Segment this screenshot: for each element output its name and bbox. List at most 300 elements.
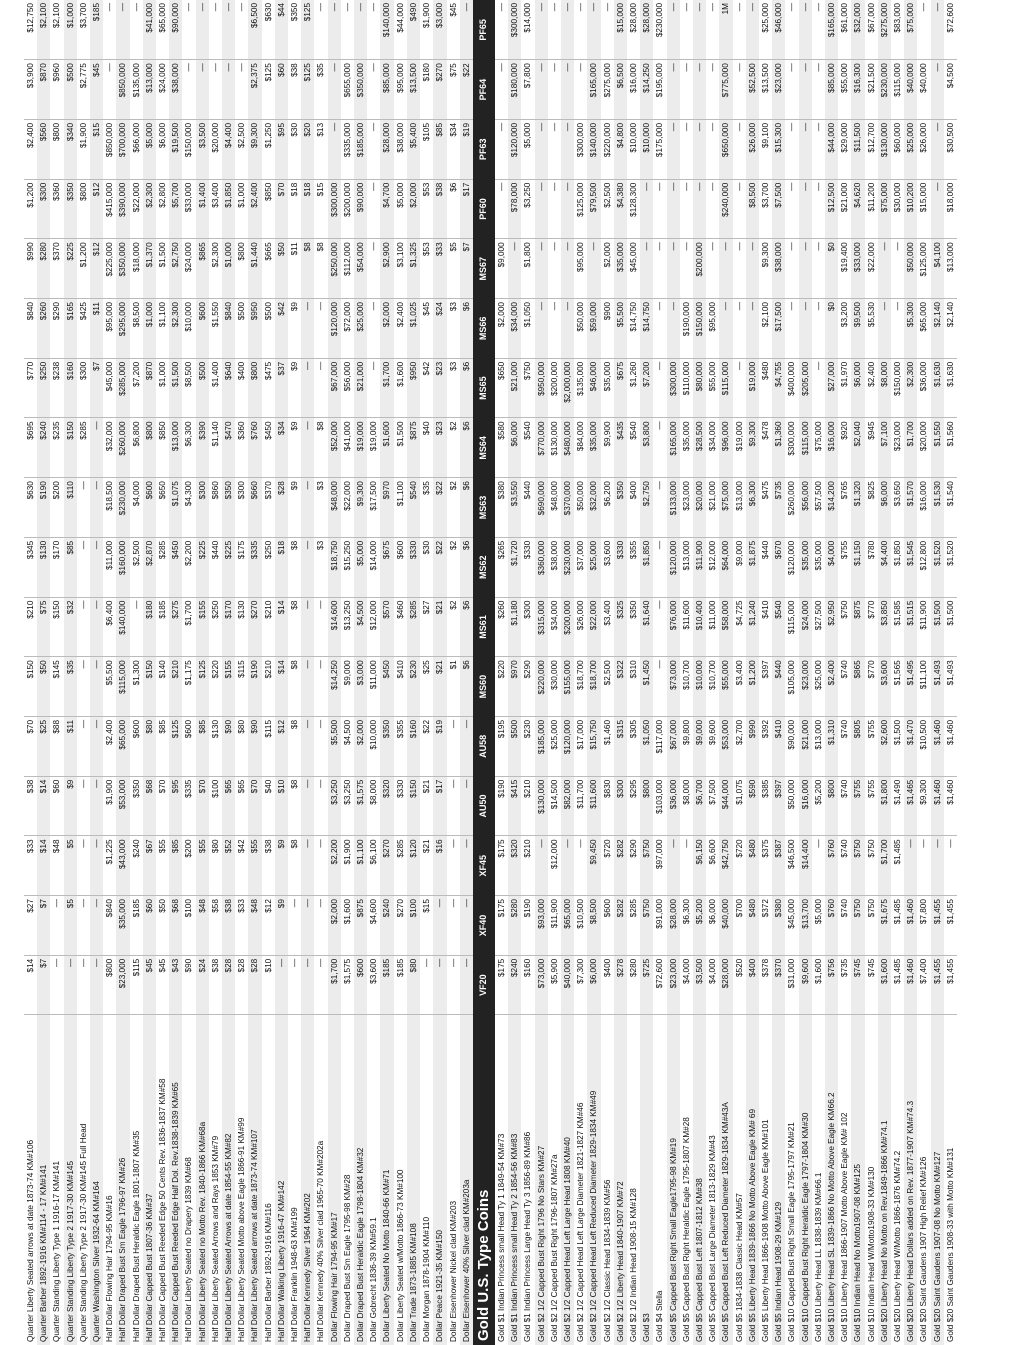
price-cell: $45 bbox=[90, 60, 103, 120]
price-cell: $45,000 bbox=[785, 896, 798, 956]
price-cell: — bbox=[535, 60, 548, 120]
price-cell: $5,000 bbox=[521, 119, 534, 179]
price-cell: $25,000 bbox=[812, 657, 825, 717]
price-cell: $14,250 bbox=[328, 657, 341, 717]
price-cell: $230,000 bbox=[561, 537, 574, 597]
price-cell: $3,700 bbox=[759, 179, 772, 239]
price-cell: $27,000 bbox=[825, 358, 838, 418]
table-row bbox=[248, 0, 261, 1345]
price-cell: $300 bbox=[235, 478, 248, 538]
price-cell: — bbox=[354, 0, 367, 60]
price-cell: — bbox=[420, 955, 433, 1015]
price-cell: $60,000 bbox=[891, 119, 904, 179]
price-cell: $110,000 bbox=[680, 358, 693, 418]
price-cell: $6 bbox=[460, 657, 473, 717]
price-cell: $4,000 bbox=[825, 537, 838, 597]
price-cell: $9,900 bbox=[601, 418, 614, 478]
price-cell: $185 bbox=[90, 0, 103, 60]
price-cell: $385 bbox=[759, 776, 772, 836]
table-row bbox=[24, 0, 37, 1345]
table-row bbox=[394, 0, 407, 1345]
price-cell: $450 bbox=[380, 657, 393, 717]
table-row bbox=[667, 0, 680, 1345]
price-cell: $145 bbox=[50, 657, 63, 717]
price-cell: $95,000 bbox=[574, 239, 587, 299]
price-cell: $14 bbox=[37, 836, 50, 896]
price-cell: $125,000 bbox=[574, 179, 587, 239]
price-cell: $392 bbox=[759, 716, 772, 776]
price-cell: $75,000 bbox=[812, 418, 825, 478]
coin-name-cell: Gold $2 1/2 Capped Bust Right 1796-1807 KM#27a bbox=[549, 1154, 559, 1342]
price-cell: $9,300 bbox=[746, 418, 759, 478]
price-cell: — bbox=[812, 299, 825, 359]
price-cell: $23,000 bbox=[680, 478, 693, 538]
price-cell: $5,200 bbox=[812, 776, 825, 836]
price-cell: $2,000 bbox=[495, 299, 508, 359]
price-cell: $390 bbox=[196, 418, 209, 478]
price-cell: — bbox=[508, 239, 521, 299]
price-cell: $42,750 bbox=[719, 836, 732, 896]
price-cell: $14,200 bbox=[825, 478, 838, 538]
table-row bbox=[380, 0, 393, 1345]
price-cell: $2,300 bbox=[169, 299, 182, 359]
price-cell: $200,000 bbox=[548, 358, 561, 418]
price-cell: $150 bbox=[24, 657, 37, 717]
price-cell: $600 bbox=[182, 716, 195, 776]
price-cell: $220,000 bbox=[535, 657, 548, 717]
price-cell: — bbox=[314, 896, 327, 956]
price-cell: $370 bbox=[50, 239, 63, 299]
price-cell: $210 bbox=[521, 776, 534, 836]
price-cell: $175 bbox=[495, 955, 508, 1015]
price-cell: $96,000 bbox=[719, 418, 732, 478]
price-cell: $160 bbox=[64, 358, 77, 418]
price-cell: $41,000 bbox=[143, 0, 156, 60]
price-cell: $31,000 bbox=[785, 955, 798, 1015]
price-cell: $6,500 bbox=[248, 0, 261, 60]
price-cell: $1,560 bbox=[944, 418, 957, 478]
price-cell: $9,300 bbox=[917, 776, 930, 836]
price-cell: $33 bbox=[24, 836, 37, 896]
price-cell: $720 bbox=[733, 836, 746, 896]
price-cell: $355 bbox=[394, 716, 407, 776]
price-cell: $5 bbox=[64, 896, 77, 956]
price-cell: $33 bbox=[235, 896, 248, 956]
price-cell: $12,700 bbox=[865, 119, 878, 179]
price-cell: $3,900 bbox=[24, 60, 37, 120]
price-cell: $840 bbox=[222, 299, 235, 359]
price-cell: $5,500 bbox=[103, 657, 116, 717]
price-cell: $9,600 bbox=[706, 716, 719, 776]
price-cell: $155 bbox=[196, 597, 209, 657]
price-cell: $6 bbox=[460, 299, 473, 359]
price-cell: $1,700 bbox=[380, 358, 393, 418]
price-cell: $180,000 bbox=[508, 60, 521, 120]
price-cell: — bbox=[653, 657, 666, 717]
price-cell: $35,000 bbox=[812, 537, 825, 597]
price-cell: $350 bbox=[130, 776, 143, 836]
table-row bbox=[851, 0, 864, 1345]
price-cell: $285 bbox=[156, 537, 169, 597]
price-cell: $80 bbox=[209, 836, 222, 896]
price-cell: $1,500 bbox=[891, 716, 904, 776]
price-cell: — bbox=[812, 179, 825, 239]
price-cell: $23,000 bbox=[799, 657, 812, 717]
price-cell: $35,000 bbox=[799, 537, 812, 597]
price-cell: — bbox=[367, 299, 380, 359]
price-cell: — bbox=[944, 836, 957, 896]
price-cell: $38 bbox=[262, 836, 275, 896]
price-cell: $1,900 bbox=[341, 836, 354, 896]
price-cell: — bbox=[275, 955, 288, 1015]
price-cell: $79,500 bbox=[587, 179, 600, 239]
price-cell: $478 bbox=[759, 418, 772, 478]
table-row bbox=[275, 0, 288, 1345]
price-cell: $1,400 bbox=[196, 179, 209, 239]
price-cell: — bbox=[548, 119, 561, 179]
price-cell: $740 bbox=[838, 657, 851, 717]
price-cell: $67,000 bbox=[328, 358, 341, 418]
table-row bbox=[50, 0, 63, 1345]
coin-name-cell: Gold $5 1834-1838 Classic Head KM#57 bbox=[734, 1193, 744, 1342]
price-cell: $40 bbox=[420, 418, 433, 478]
price-cell: — bbox=[130, 0, 143, 60]
price-cell: $2,500 bbox=[235, 119, 248, 179]
price-cell: $260 bbox=[495, 597, 508, 657]
price-cell: $22 bbox=[433, 478, 446, 538]
coin-name-cell: Gold $10 Indian Head W/Motto1908-33 KM#130 bbox=[866, 1166, 876, 1342]
price-cell: $28,000 bbox=[380, 119, 393, 179]
price-cell: $2,600 bbox=[878, 716, 891, 776]
price-cell: $35,000 bbox=[680, 418, 693, 478]
price-cell: $840 bbox=[103, 896, 116, 956]
table-row bbox=[944, 0, 957, 1345]
price-cell: $800 bbox=[103, 955, 116, 1015]
price-cell: — bbox=[799, 119, 812, 179]
price-cell: — bbox=[680, 836, 693, 896]
price-cell: $45 bbox=[420, 299, 433, 359]
price-cell: $120,000 bbox=[508, 119, 521, 179]
price-cell: $8 bbox=[288, 836, 301, 896]
price-cell: — bbox=[548, 239, 561, 299]
price-cell: — bbox=[548, 0, 561, 60]
price-cell: $760 bbox=[825, 836, 838, 896]
table-row bbox=[799, 0, 812, 1345]
price-cell: $150,000 bbox=[182, 119, 195, 179]
price-cell: $755 bbox=[851, 776, 864, 836]
price-cell: — bbox=[785, 0, 798, 60]
price-cell: $6,000 bbox=[706, 896, 719, 956]
price-cell: — bbox=[460, 836, 473, 896]
price-cell: — bbox=[314, 0, 327, 60]
price-cell: $1,200 bbox=[746, 657, 759, 717]
price-cell: $1,370 bbox=[143, 239, 156, 299]
price-cell: $40 bbox=[262, 776, 275, 836]
price-cell: $7,800 bbox=[521, 60, 534, 120]
price-cell: $370 bbox=[772, 955, 785, 1015]
price-cell: — bbox=[931, 179, 944, 239]
price-cell: $2,400 bbox=[24, 119, 37, 179]
table-row bbox=[64, 0, 77, 1345]
price-cell: $12 bbox=[90, 179, 103, 239]
price-cell: — bbox=[574, 60, 587, 120]
price-cell: $21 bbox=[433, 597, 446, 657]
price-cell: $2,800 bbox=[156, 179, 169, 239]
price-cell: $11,500 bbox=[851, 119, 864, 179]
price-cell: $2,775 bbox=[77, 60, 90, 120]
price-cell: $5 bbox=[447, 239, 460, 299]
price-cell: $290 bbox=[627, 836, 640, 896]
price-cell: $275 bbox=[169, 597, 182, 657]
price-cell: — bbox=[746, 0, 759, 60]
coin-name-cell: Quarter Liberty Seated arrows at date 1873-74 KM#106 bbox=[26, 1139, 35, 1342]
price-cell: $115 bbox=[262, 716, 275, 776]
table-row bbox=[627, 0, 640, 1345]
table-row bbox=[693, 0, 706, 1345]
price-cell: $675 bbox=[614, 358, 627, 418]
coin-name-cell: Gold $5 Liberty Head 1866-1908 Motto Above Eagle KM#101 bbox=[760, 1119, 770, 1342]
price-cell: $238 bbox=[50, 358, 63, 418]
price-cell: $240 bbox=[380, 896, 393, 956]
price-cell: $865 bbox=[851, 657, 864, 717]
price-cell: $10,000 bbox=[182, 299, 195, 359]
price-cell: $1,550 bbox=[931, 418, 944, 478]
coin-name-cell: Gold $20 Saint Gaudens 1908-33 with Motto KM#131 bbox=[945, 1147, 955, 1342]
price-cell: $360 bbox=[50, 179, 63, 239]
price-cell: — bbox=[561, 239, 574, 299]
price-cell: $750 bbox=[851, 896, 864, 956]
price-cell: $125 bbox=[169, 716, 182, 776]
price-cell: — bbox=[733, 299, 746, 359]
price-cell: $7 bbox=[37, 955, 50, 1015]
price-cell: $10,700 bbox=[706, 657, 719, 717]
price-cell: $8 bbox=[301, 239, 314, 299]
price-cell: $6 bbox=[460, 478, 473, 538]
price-cell: $7 bbox=[37, 896, 50, 956]
price-cell: $19,500 bbox=[169, 119, 182, 179]
coin-name-cell: Half Dollar Kennedy Silver 1964 KM#202 bbox=[301, 1015, 314, 1345]
price-cell: — bbox=[90, 836, 103, 896]
price-cell: $35 bbox=[64, 657, 77, 717]
price-cell: $630 bbox=[24, 478, 37, 538]
price-cell: — bbox=[301, 597, 314, 657]
price-cell: — bbox=[77, 836, 90, 896]
price-cell: $740 bbox=[838, 776, 851, 836]
coin-name-cell: Gold $2 1/2 Capped Bust Right 1796 No Stars KM#27 bbox=[535, 1015, 548, 1345]
price-cell: $133,000 bbox=[667, 478, 680, 538]
price-cell: $85 bbox=[64, 537, 77, 597]
price-cell: — bbox=[812, 358, 825, 418]
table-row bbox=[367, 0, 380, 1345]
price-cell: — bbox=[495, 119, 508, 179]
price-cell: $17,500 bbox=[367, 478, 380, 538]
price-cell: $770 bbox=[865, 597, 878, 657]
price-cell: $70 bbox=[248, 776, 261, 836]
price-cell: $400 bbox=[235, 358, 248, 418]
coin-name-cell: Gold $20 Liberty Head W/Motto 1866-1876 KM#74.2 bbox=[893, 1150, 902, 1342]
price-cell: $13,500 bbox=[407, 60, 420, 120]
price-cell: $8,000 bbox=[367, 776, 380, 836]
price-cell: — bbox=[680, 179, 693, 239]
price-cell: — bbox=[301, 478, 314, 538]
price-cell: $830 bbox=[601, 776, 614, 836]
price-cell: $58,000 bbox=[719, 597, 732, 657]
price-cell: $10,400 bbox=[693, 597, 706, 657]
coin-name-cell: Half Dollar Liberty Seated arrows at date 1873-74 KM#107 bbox=[248, 1015, 261, 1345]
price-cell: $220,000 bbox=[601, 119, 614, 179]
price-cell: $1,465 bbox=[904, 776, 917, 836]
price-cell: — bbox=[288, 955, 301, 1015]
price-cell: $2,500 bbox=[601, 179, 614, 239]
price-cell: $4,700 bbox=[380, 179, 393, 239]
price-cell: $300 bbox=[521, 597, 534, 657]
price-cell: $9 bbox=[288, 478, 301, 538]
price-cell: $56,000 bbox=[799, 478, 812, 538]
price-cell: $8 bbox=[288, 776, 301, 836]
price-cell: $500 bbox=[64, 60, 77, 120]
price-cell: $2,950 bbox=[825, 597, 838, 657]
price-cell: $22,000 bbox=[130, 179, 143, 239]
price-cell: $130 bbox=[37, 537, 50, 597]
price-cell: $150 bbox=[50, 597, 63, 657]
price-cell: — bbox=[587, 0, 600, 60]
price-cell: $52,500 bbox=[746, 60, 759, 120]
price-cell: $21,000 bbox=[706, 478, 719, 538]
price-cell: $16 bbox=[433, 836, 446, 896]
price-cell: $19,000 bbox=[354, 418, 367, 478]
price-cell: $350 bbox=[614, 478, 627, 538]
price-cell: $370 bbox=[262, 478, 275, 538]
price-cell: — bbox=[680, 119, 693, 179]
price-cell: $65,000 bbox=[561, 896, 574, 956]
price-cell: $34,000 bbox=[508, 299, 521, 359]
price-cell: $590 bbox=[746, 776, 759, 836]
price-cell: $397 bbox=[772, 776, 785, 836]
coin-name-cell: Half Dollar Liberty Seated no Motto Rev. 1840-1866 KM#68a bbox=[196, 1015, 209, 1345]
price-cell: — bbox=[103, 0, 116, 60]
price-cell: $1,460 bbox=[944, 716, 957, 776]
price-cell: — bbox=[130, 597, 143, 657]
price-cell: $520 bbox=[733, 955, 746, 1015]
price-cell: $58 bbox=[209, 896, 222, 956]
price-cell: — bbox=[495, 179, 508, 239]
price-cell: $175,000 bbox=[653, 119, 666, 179]
price-cell: — bbox=[667, 179, 680, 239]
price-cell: $12 bbox=[275, 716, 288, 776]
price-cell: $2,400 bbox=[865, 358, 878, 418]
price-cell: $150 bbox=[407, 776, 420, 836]
price-cell: $1,000 bbox=[235, 179, 248, 239]
price-cell: $88 bbox=[50, 716, 63, 776]
price-cell: $8 bbox=[314, 239, 327, 299]
price-cell: $11,100 bbox=[917, 657, 930, 717]
price-cell: $45,000 bbox=[103, 358, 116, 418]
price-cell: $115,000 bbox=[891, 60, 904, 120]
price-cell: $295,000 bbox=[116, 299, 129, 359]
coin-name-cell: Half Dollar Franklin 1948-63 KM#199 bbox=[290, 1207, 300, 1342]
price-cell: $42 bbox=[275, 299, 288, 359]
price-cell: $25,000 bbox=[548, 716, 561, 776]
price-cell: $115,000 bbox=[799, 418, 812, 478]
price-cell: $17 bbox=[433, 776, 446, 836]
price-cell: $53,000 bbox=[116, 776, 129, 836]
price-cell: $6,600 bbox=[706, 836, 719, 896]
price-cell: $270 bbox=[248, 597, 261, 657]
price-cell: $1,900 bbox=[420, 0, 433, 60]
table-row bbox=[103, 0, 116, 1345]
price-cell: $2,200 bbox=[328, 836, 341, 896]
price-cell: $235 bbox=[50, 418, 63, 478]
coin-name-cell: Dollar Eisenhower Nickel clad KM#203 bbox=[448, 1200, 458, 1342]
price-cell: — bbox=[116, 0, 129, 60]
price-cell: $1,500 bbox=[156, 239, 169, 299]
price-cell: — bbox=[460, 0, 473, 60]
price-cell: $53,000 bbox=[719, 716, 732, 776]
price-cell: $600 bbox=[143, 478, 156, 538]
price-cell: — bbox=[931, 60, 944, 120]
price-cell: $950 bbox=[407, 358, 420, 418]
price-cell: — bbox=[706, 119, 719, 179]
price-cell: $1,485 bbox=[891, 836, 904, 896]
price-cell: $300,000 bbox=[667, 358, 680, 418]
price-cell: — bbox=[222, 60, 235, 120]
table-row bbox=[182, 0, 195, 1345]
price-cell: $490 bbox=[407, 0, 420, 60]
price-cell: — bbox=[812, 119, 825, 179]
coin-name-cell: Half Dollar Liberty Seated Arrows and Rays 1853 KM#79 bbox=[210, 1135, 220, 1342]
price-cell: $23,000 bbox=[891, 418, 904, 478]
price-cell: $9,450 bbox=[587, 836, 600, 896]
price-cell: $80 bbox=[235, 716, 248, 776]
price-cell: $16,000 bbox=[917, 478, 930, 538]
price-cell: $1,600 bbox=[878, 955, 891, 1015]
price-cell: — bbox=[447, 716, 460, 776]
price-cell: $750 bbox=[851, 836, 864, 896]
price-cell: — bbox=[733, 0, 746, 60]
table-row bbox=[156, 0, 169, 1345]
price-cell: $10,500 bbox=[917, 716, 930, 776]
coin-name-cell: Half Dollar Barber 1892-1916 KM#116 bbox=[263, 1203, 273, 1342]
price-cell: $7,300 bbox=[574, 955, 587, 1015]
price-cell: $1,150 bbox=[851, 537, 864, 597]
coin-name-cell: Gold $2 1/2 Capped Head Left Large Diameter 1821-1827 KM#46 bbox=[576, 1102, 586, 1342]
price-cell: $55,000 bbox=[838, 60, 851, 120]
price-cell: $2,000 bbox=[354, 716, 367, 776]
price-cell: $875 bbox=[407, 418, 420, 478]
price-cell: $950 bbox=[248, 299, 261, 359]
price-cell: $2,000 bbox=[380, 299, 393, 359]
price-cell: — bbox=[719, 239, 732, 299]
price-cell: — bbox=[917, 836, 930, 896]
price-cell: $3,600 bbox=[878, 657, 891, 717]
price-cell: $25,000 bbox=[354, 299, 367, 359]
price-cell: $1,455 bbox=[931, 896, 944, 956]
price-cell: $920 bbox=[838, 418, 851, 478]
price-cell: $600 bbox=[601, 896, 614, 956]
price-cell: $15 bbox=[90, 119, 103, 179]
price-cell: $8 bbox=[288, 537, 301, 597]
price-cell: $2,140 bbox=[944, 299, 957, 359]
price-cell: $10,000 bbox=[367, 716, 380, 776]
price-cell: $250 bbox=[209, 597, 222, 657]
coin-name-cell: Dollar Liberty Seated No Motto 1840-66 KM#71 bbox=[380, 1015, 393, 1345]
price-cell: $2,300 bbox=[904, 358, 917, 418]
price-cell: $440 bbox=[209, 537, 222, 597]
price-cell: $370,000 bbox=[561, 478, 574, 538]
price-cell: — bbox=[891, 239, 904, 299]
price-cell: $12,500 bbox=[825, 179, 838, 239]
price-cell: $34 bbox=[275, 418, 288, 478]
